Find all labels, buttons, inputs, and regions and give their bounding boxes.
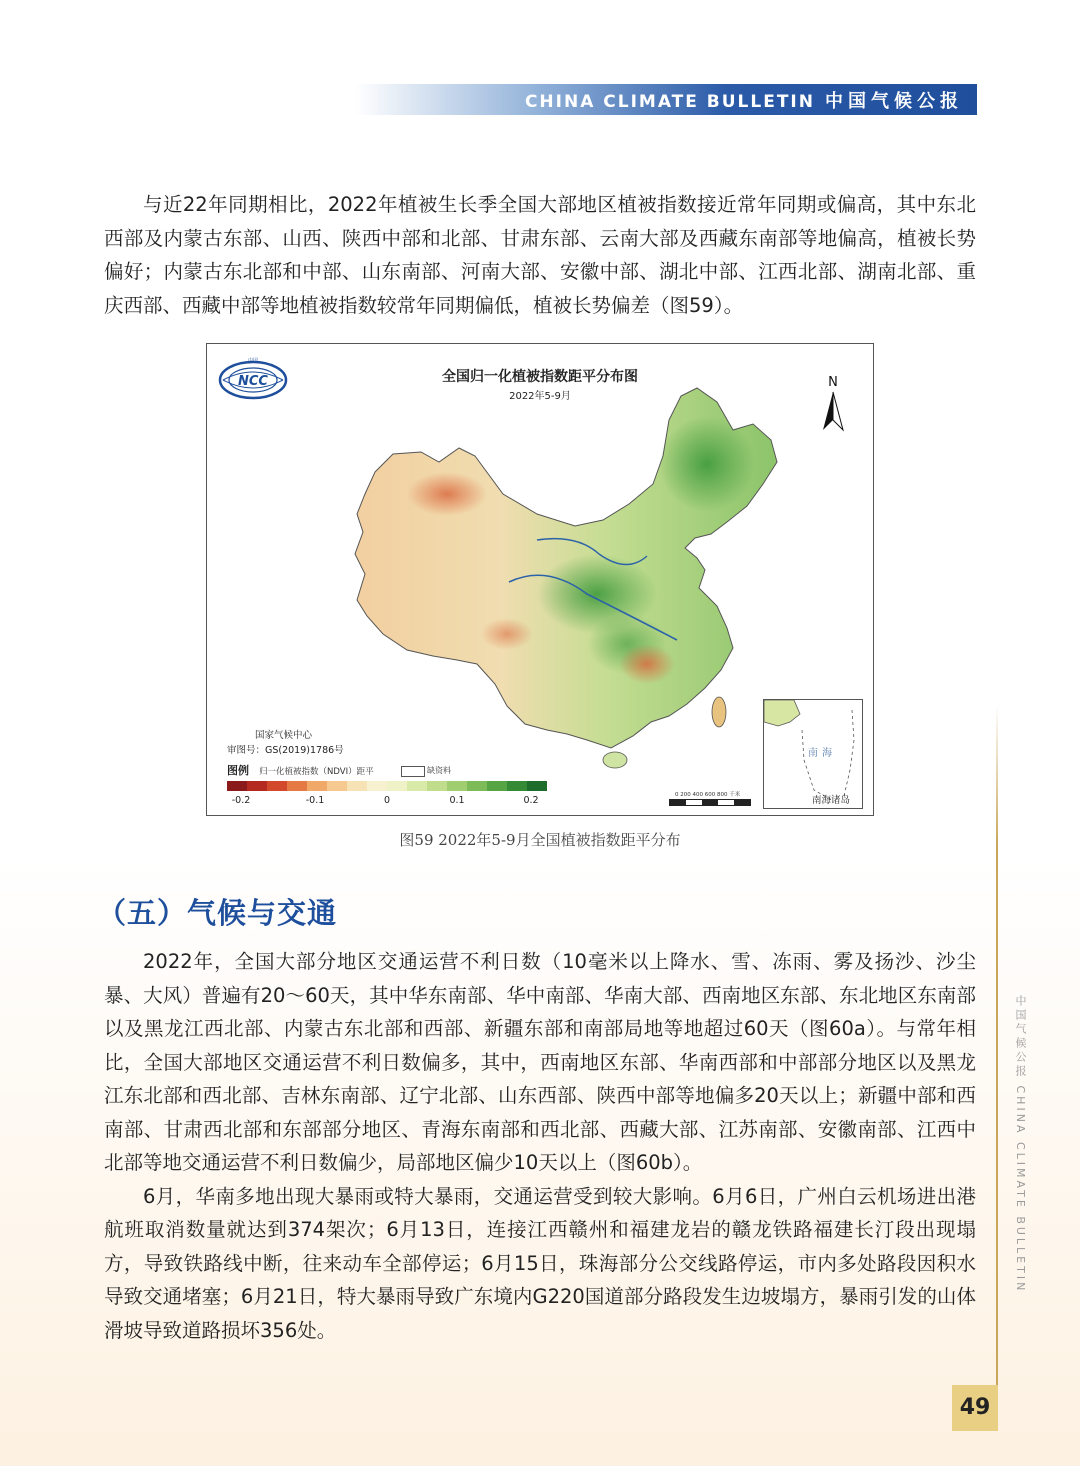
header-title-en: CHINA CLIMATE BULLETIN bbox=[524, 92, 815, 112]
legend-color-swatch bbox=[507, 781, 527, 791]
map-title: 全国归一化植被指数距平分布图 bbox=[442, 369, 638, 385]
scale-numbers: 0 200 400 600 800 千米 bbox=[675, 792, 741, 798]
legend-tick: -0.2 bbox=[231, 795, 251, 806]
ncc-logo-text: NCC bbox=[238, 374, 268, 389]
ndvi-map-figure bbox=[206, 343, 874, 816]
legend-color-bar bbox=[227, 781, 547, 791]
inset-islands-label: 南海诸岛 bbox=[812, 795, 851, 806]
north-letter: N bbox=[828, 375, 838, 390]
legend-missing-swatch bbox=[401, 766, 425, 777]
legend-color-swatch bbox=[307, 781, 327, 791]
ncc-logo-cn: 中国 bbox=[247, 358, 259, 364]
legend-tick: 0.1 bbox=[449, 795, 465, 806]
legend-color-swatch bbox=[287, 781, 307, 791]
section-paragraph-1: 2022年，全国大部分地区交通运营不利日数（10毫米以上降水、雪、冻雨、雾及扬沙、沙尘暴、大风）普遍有20～60天，其中华东南部、华中南部、华南大部、西南地区东部、东北地区东南部以及黑龙江西北部、内蒙古东北部和西部、新疆东部和南部局地等地超过60天（图60a）。与常年相比，全国大部地区交通运营不利日数偏多，其中，西南地区东部、华南西部和中部部分地区以及黑龙江东北部和西北部、吉林东南部、辽宁北部、山东西部、陕西中部等地偏多20天以上；新疆中部和西南部、甘肃西北部和东部部分地区、青海东南部和西北部、西藏大部、江苏南部、安徽南部、江西中北部等地交通运营不利日数偏少，局部地区偏少10天以上（图60b）。 bbox=[104, 950, 976, 1174]
legend-color-swatch bbox=[327, 781, 347, 791]
page-number: 49 bbox=[952, 1385, 998, 1431]
header-title bbox=[525, 87, 963, 113]
intro-paragraph bbox=[104, 188, 976, 322]
legend-color-swatch bbox=[427, 781, 447, 791]
south-china-sea-inset bbox=[763, 699, 863, 809]
figure-caption: 图59 2022年5-9月全国植被指数距平分布 bbox=[399, 831, 681, 849]
legend-color-swatch bbox=[267, 781, 287, 791]
legend-missing-label: 缺资料 bbox=[427, 766, 451, 775]
map-subtitle: 2022年5-9月 bbox=[509, 391, 571, 402]
section-paragraphs bbox=[104, 945, 976, 1347]
legend-color-swatch bbox=[367, 781, 387, 791]
scale-bar bbox=[669, 799, 751, 806]
legend-color-swatch bbox=[527, 781, 547, 791]
legend-tick: -0.1 bbox=[305, 795, 325, 806]
legend-tick: 0 bbox=[383, 795, 391, 806]
section-title: （五）气候与交通 bbox=[97, 896, 338, 930]
legend-color-swatch bbox=[227, 781, 247, 791]
agency-label: 国家气候中心 bbox=[255, 730, 313, 741]
header-band bbox=[355, 84, 977, 115]
inset-sea-label: 南海 bbox=[808, 748, 836, 759]
side-vertical-title: 中国气候公报 CHINA CLIMATE BULLETIN bbox=[1014, 995, 1027, 1294]
section-paragraph-2: 6月，华南多地出现大暴雨或特大暴雨，交通运营受到较大影响。6月6日，广州白云机场进出港航班取消数量就达到374架次；6月13日，连接江西赣州和福建龙岩的赣龙铁路福建长汀段出现塌方，导致铁路线中断，往来动车全部停运；6月15日，珠海部分公交线路停运，市内多处路段因积水导致交通堵塞；6月21日，特大暴雨导致广东境内G220国道部分路段发生边坡塌方，暴雨引发的山体滑坡导致道路损坏356处。 bbox=[104, 1184, 976, 1342]
intro-text: 与近22年同期相比，2022年植被生长季全国大部地区植被指数接近常年同期或偏高，其中东北西部及内蒙古东部、山西、陕西中部和北部、甘肃东部、云南大部及西藏东南部等地偏高，植被长势偏好；内蒙古东北部和中部、山东南部、河南大部、安徽中部、湖北中部、江西北部、湖南北部、重庆西部、西藏中部等地植被指数较常年同期偏低，植被长势偏差（图59）。 bbox=[104, 193, 976, 317]
legend-title: 图例 bbox=[227, 764, 249, 777]
legend-tick: 0.2 bbox=[523, 795, 539, 806]
map-license: 审图号：GS(2019)1786号 bbox=[227, 745, 344, 756]
legend-color-swatch bbox=[467, 781, 487, 791]
side-gold-line bbox=[996, 705, 998, 1410]
legend-label: 归一化植被指数（NDVI）距平 bbox=[259, 767, 374, 777]
legend-color-swatch bbox=[387, 781, 407, 791]
legend-color-swatch bbox=[247, 781, 267, 791]
legend-color-swatch bbox=[347, 781, 367, 791]
legend-color-swatch bbox=[447, 781, 467, 791]
legend-color-swatch bbox=[487, 781, 507, 791]
header-title-cn: 中国气候公报 bbox=[825, 91, 963, 112]
legend-color-swatch bbox=[407, 781, 427, 791]
